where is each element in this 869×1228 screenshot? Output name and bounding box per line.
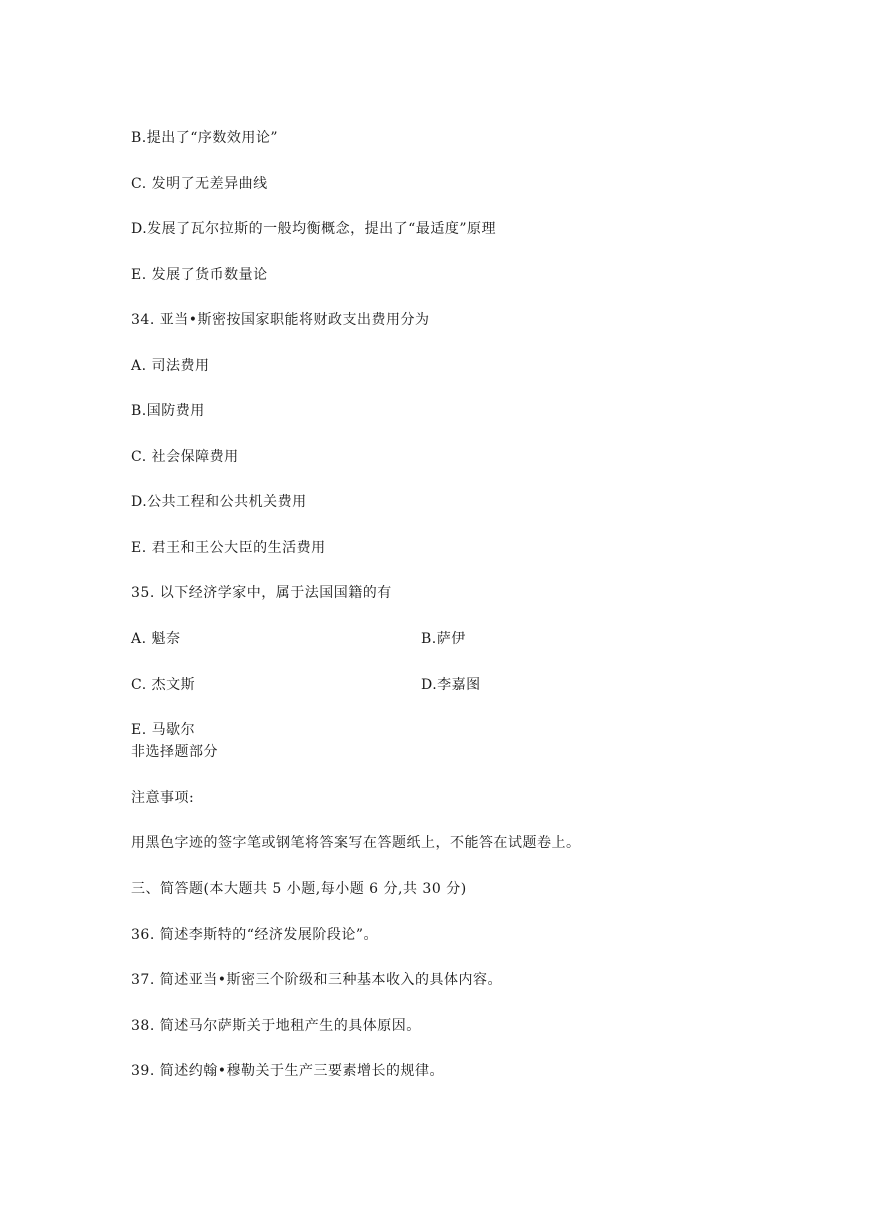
q34-option-d: D.公共工程和公共机关费用 xyxy=(131,494,307,510)
q35-option-b: B.萨伊 xyxy=(421,631,466,647)
question-36: 36. 简述李斯特的“经济发展阶段论”。 xyxy=(131,927,379,943)
notice-heading: 注意事项: xyxy=(131,790,195,806)
q34-option-a: A. 司法费用 xyxy=(131,358,210,374)
part-heading: 三、简答题(本大题共 5 小题,每小题 6 分,共 30 分) xyxy=(131,881,467,897)
q33-option-d: D.发展了瓦尔拉斯的一般均衡概念，提出了“最适度”原理 xyxy=(131,221,496,237)
q33-option-b: B.提出了“序数效用论” xyxy=(131,130,279,146)
notice-text: 用黑色字迹的签字笔或钢笔将答案写在答题纸上，不能答在试题卷上。 xyxy=(131,835,581,851)
q34-option-b: B.国防费用 xyxy=(131,403,205,419)
q35-option-e: E. 马歇尔 xyxy=(131,722,196,738)
q34-option-c: C. 社会保障费用 xyxy=(131,449,239,465)
question-37: 37. 简述亚当•斯密三个阶级和三种基本收入的具体内容。 xyxy=(131,972,502,988)
q35-option-d: D.李嘉图 xyxy=(421,677,481,693)
q34-stem: 34. 亚当•斯密按国家职能将财政支出费用分为 xyxy=(131,312,430,328)
q33-option-e: E. 发展了货币数量论 xyxy=(131,267,268,283)
q35-stem: 35. 以下经济学家中，属于法国国籍的有 xyxy=(131,585,392,601)
q34-option-e: E. 君王和王公大臣的生活费用 xyxy=(131,540,326,556)
q33-option-c: C. 发明了无差异曲线 xyxy=(131,176,268,192)
question-38: 38. 简述马尔萨斯关于地租产生的具体原因。 xyxy=(131,1018,421,1034)
q35-option-c: C. 杰文斯 xyxy=(131,677,196,693)
section-title: 非选择题部分 xyxy=(131,744,218,760)
q35-option-a: A. 魁奈 xyxy=(131,631,181,647)
question-39: 39. 简述约翰•穆勒关于生产三要素增长的规律。 xyxy=(131,1063,444,1079)
